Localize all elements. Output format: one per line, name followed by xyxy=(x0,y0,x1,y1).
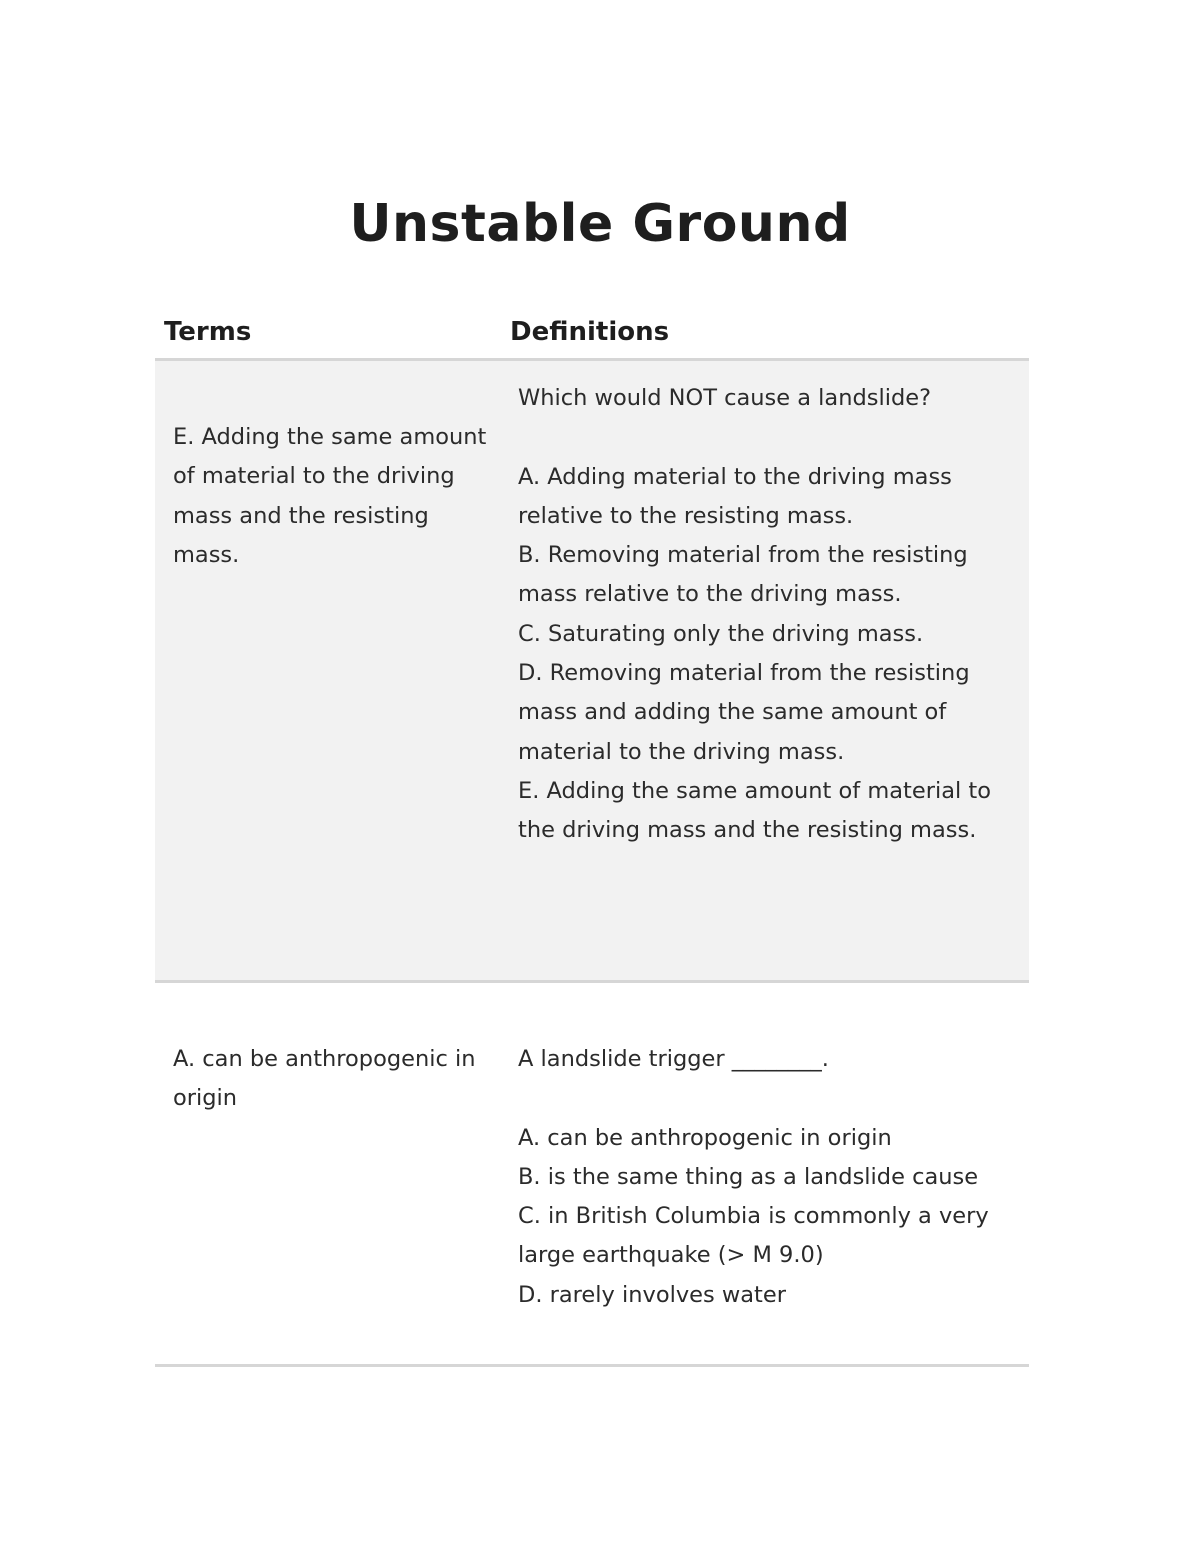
option-d: D. Removing material from the resisting mass and adding the same amount of material to the driving mass. xyxy=(518,660,977,765)
option-a: A. Adding material to the driving mass relative to the resisting mass. xyxy=(518,463,960,529)
spacer xyxy=(518,1079,1015,1118)
question-text: Which would NOT cause a landslide? xyxy=(518,385,932,411)
option-a: A. can be anthropogenic in origin xyxy=(518,1124,892,1151)
option-e: E. Adding the same amount of material to the driving mass and the resisting mass. xyxy=(518,777,999,844)
definitions-header: Definitions xyxy=(510,317,670,347)
definition-cell xyxy=(501,379,1029,980)
question-text: A landslide trigger ________. xyxy=(518,1046,829,1072)
term-cell xyxy=(155,1040,501,1364)
option-b: B. is the same thing as a landslide cause xyxy=(518,1163,979,1190)
table-row xyxy=(155,983,1029,1367)
option-c: C. Saturating only the driving mass. xyxy=(518,620,924,647)
page-title: Unstable Ground xyxy=(349,194,851,254)
option-b: B. Removing material from the resisting mass relative to the driving mass. xyxy=(518,542,975,608)
term-text: A. can be anthropogenic in origin xyxy=(173,1046,483,1112)
table-row xyxy=(155,361,1029,983)
term-text: E. Adding the same amount of material to the driving mass and the resisting mass. xyxy=(173,424,494,568)
terms-header: Terms xyxy=(164,317,252,347)
table-header-row xyxy=(155,312,1029,361)
flashcard-table xyxy=(155,312,1029,1367)
term-cell xyxy=(155,379,501,980)
option-c: C. in British Columbia is commonly a very large earthquake (> M 9.0) xyxy=(518,1203,996,1269)
spacer xyxy=(518,418,1015,457)
definition-cell xyxy=(501,1040,1029,1364)
option-d: D. rarely involves water xyxy=(518,1281,786,1308)
